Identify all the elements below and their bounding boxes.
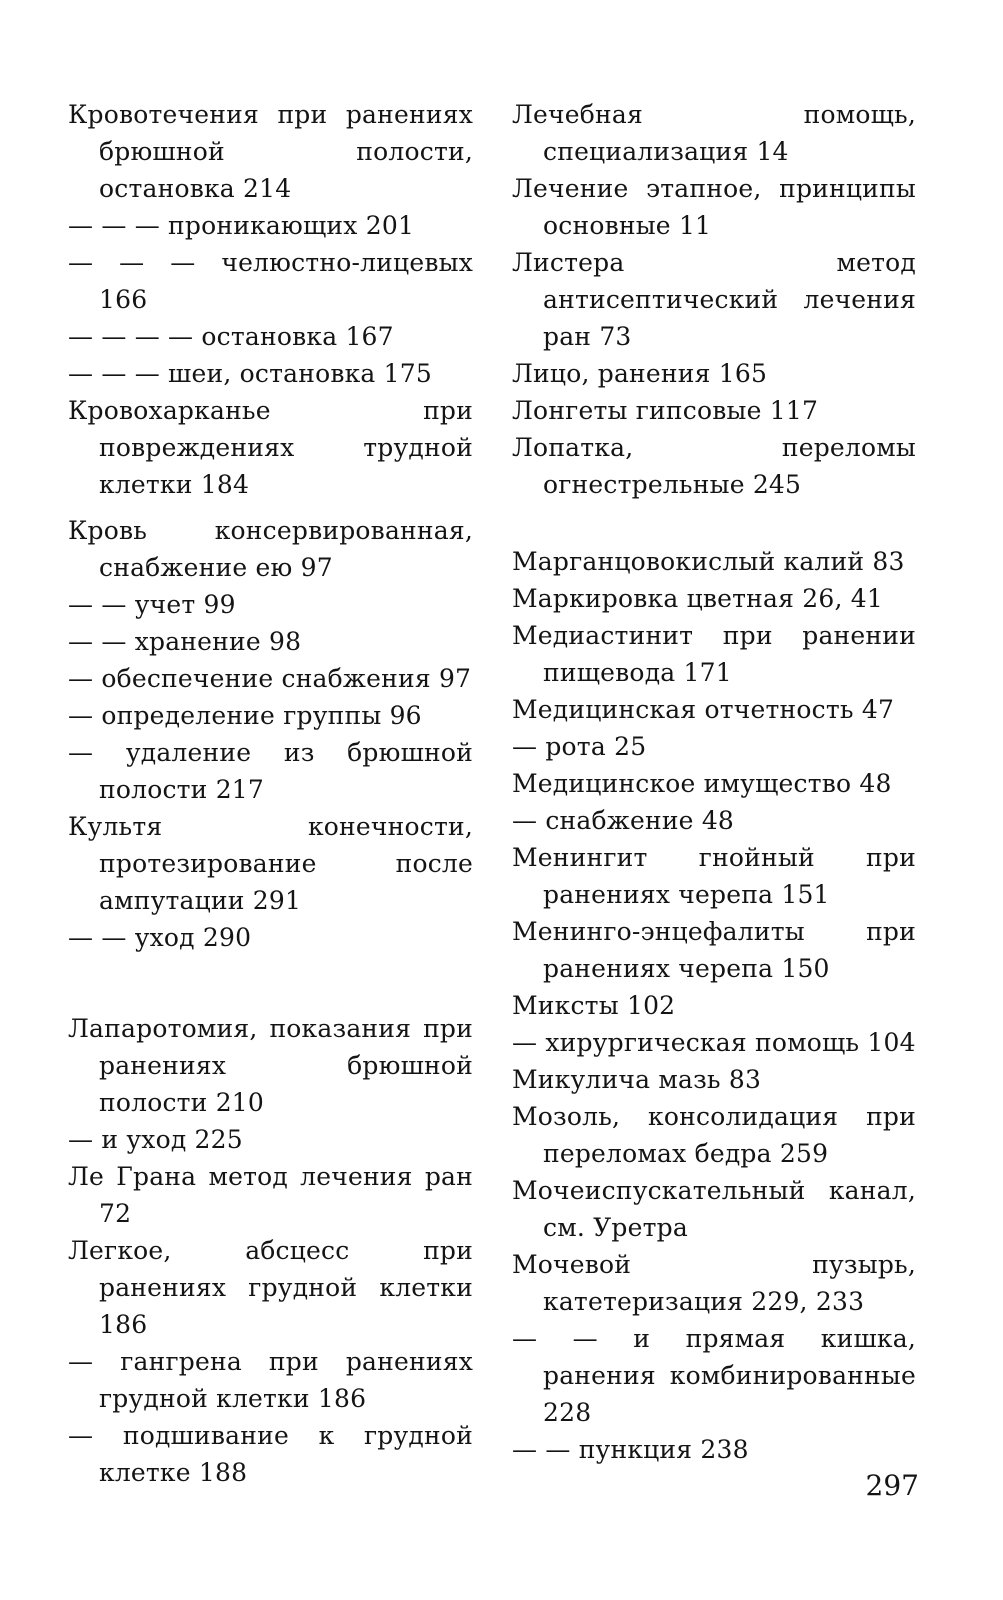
index-entry: Легкое, абсцесс при ранениях грудной клетки 186 [68,1236,473,1339]
index-entry: Медицинская отчетность 47 [512,695,895,724]
index-entry: — — хранение 98 [68,627,302,656]
index-entry: Ле Грана метод лечения ран 72 [68,1162,473,1228]
index-entry: — определение группы 96 [68,701,422,730]
index-entry: Кровь консервированная, снабжение ею 97 [68,516,473,582]
index-entry: Лечебная помощь, специализация 14 [512,100,916,166]
index-entry: — подшивание к грудной клетке 188 [68,1421,473,1487]
index-entry: — — — челюстно-лицевых 166 [68,248,473,314]
index-column-right [512,96,916,1468]
index-entry: Микулича мазь 83 [512,1065,762,1094]
index-entry: — — и прямая кишка, ранения комбинированные 228 [512,1324,916,1427]
index-entry: Мочеиспускательный канал, см. Уретра [512,1176,916,1242]
index-entry: Медицинское имущество 48 [512,769,892,798]
index-entry: — удаление из брюшной полости 217 [68,738,473,804]
index-entry: Листера метод антисептический лечения ран 73 [512,248,916,351]
index-entry: — — уход 290 [68,923,252,952]
index-entry: Культя конечности, протезирование после ампутации 291 [68,812,473,915]
index-entry: Менинго-энцефалиты при ранениях черепа 150 [512,917,916,983]
index-entry: Мозоль, консолидация при переломах бедра 259 [512,1102,916,1168]
index-entry: — — учет 99 [68,590,236,619]
index-entry: — хирургическая помощь 104 [512,1028,916,1057]
index-entry: — — — шеи, остановка 175 [68,359,433,388]
index-entry: Кровотечения при ранениях брюшной полости, остановка 214 [68,100,473,203]
index-entry: Лапаротомия, показания при ранениях брюшной полости 210 [68,1014,473,1117]
index-entry: Лопатка, переломы огнестрельные 245 [512,433,916,499]
index-entry: Маркировка цветная 26, 41 [512,584,883,613]
index-entry: — рота 25 [512,732,647,761]
index-entry: Менингит гнойный при ранениях черепа 151 [512,843,916,909]
index-entry: — — — — остановка 167 [68,322,394,351]
index-entry: Лицо, ранения 165 [512,359,768,388]
index-entry: — — пункция 238 [512,1435,749,1464]
index-column-left [68,96,473,1491]
index-entry: Мочевой пузырь, катетеризация 229, 233 [512,1250,916,1316]
index-entry: Медиастинит при ранении пищевода 171 [512,621,916,687]
index-entry: — гангрена при ранениях грудной клетки 186 [68,1347,473,1413]
index-entry: Миксты 102 [512,991,676,1020]
index-entry: Кровохарканье при повреждениях трудной клетки 184 [68,396,473,499]
index-entry: Марганцовокислый калий 83 [512,547,905,576]
index-entry: Лечение этапное, принципы основные 11 [512,174,916,240]
index-entry: — — — проникающих 201 [68,211,415,240]
index-entry: — снабжение 48 [512,806,735,835]
page-number: 297 [865,1469,919,1502]
index-entry: — и уход 225 [68,1125,243,1154]
index-entry: — обеспечение снабжения 97 [68,664,472,693]
index-entry: Лонгеты гипсовые 117 [512,396,819,425]
